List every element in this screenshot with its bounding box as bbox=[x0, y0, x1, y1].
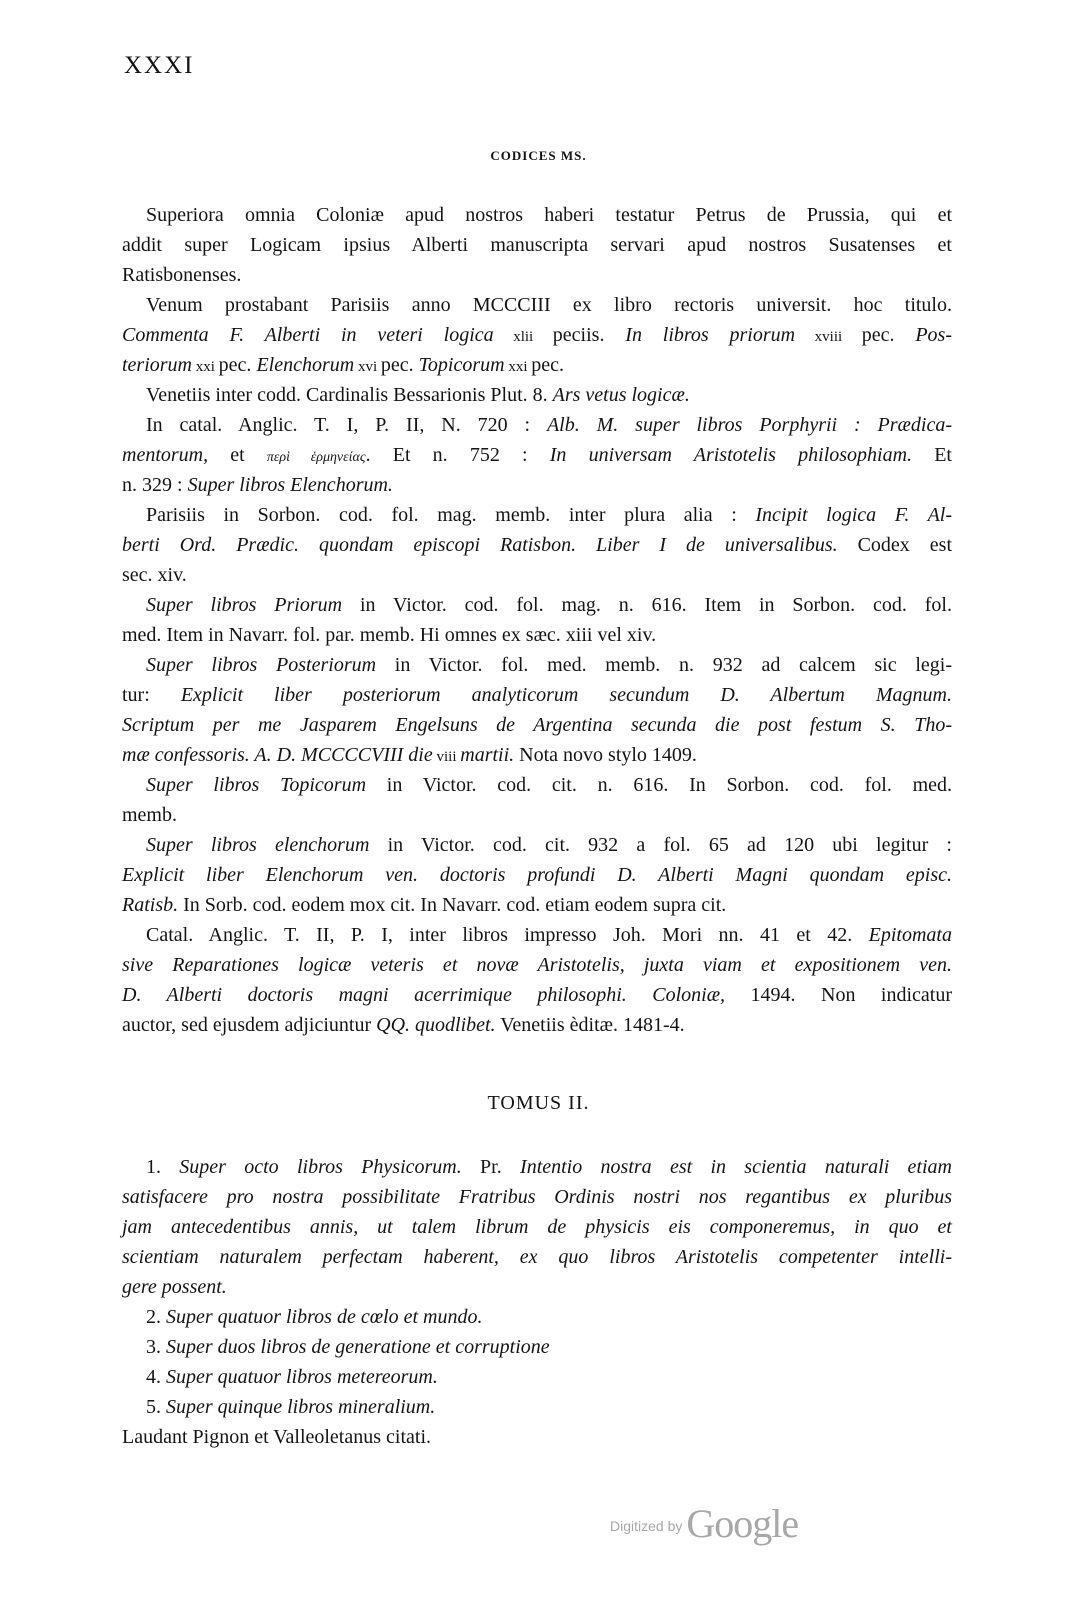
text-line: Super libros elenchorum in Victor. cod. cit. 932 a fol. 65 ad 120 ubi legitur : bbox=[146, 834, 952, 856]
text-line: Ratisb. In Sorb. cod. eodem mox cit. In Navarr. cod. etiam eodem supra cit. bbox=[122, 894, 727, 916]
text-line: jam antecedentibus annis, ut talem librum de physicis eis componeremus, in quo et bbox=[122, 1216, 952, 1238]
text-line: mentorum, et περὶ ἑρμηνείας. Et n. 752 : In universam Aristotelis philosophiam. Et bbox=[122, 444, 952, 466]
text-line: scientiam naturalem perfectam haberent, ex quo libros Aristotelis competenter intelli- bbox=[122, 1246, 952, 1268]
page-number: XXXI bbox=[124, 52, 195, 79]
text-line: tur: Explicit liber posteriorum analyticorum secundum D. Albertum Magnum. bbox=[122, 684, 952, 706]
text-line: Superiora omnia Coloniæ apud nostros haberi testatur Petrus de Prussia, qui et bbox=[146, 204, 952, 226]
text-line: memb. bbox=[122, 804, 177, 826]
text-line: med. Item in Navarr. fol. par. memb. Hi omnes ex sæc. xiii vel xiv. bbox=[122, 624, 657, 646]
text-line: gere possent. bbox=[122, 1276, 227, 1298]
text-line: Venetiis inter codd. Cardinalis Bessarionis Plut. 8. Ars vetus logicæ. bbox=[146, 384, 690, 406]
tomus-section bbox=[122, 1152, 952, 1452]
text-line: Laudant Pignon et Valleoletanus citati. bbox=[122, 1426, 432, 1448]
google-logo: Google bbox=[686, 1501, 799, 1546]
text-line: Super libros Topicorum in Victor. cod. cit. n. 616. In Sorbon. cod. fol. med. bbox=[146, 774, 952, 796]
text-line: auctor, sed ejusdem adjiciuntur QQ. quodlibet. Venetiis èditæ. 1481-4. bbox=[122, 1014, 685, 1036]
text-line: Commenta F. Alberti in veteri logica xlii peciis. In libros priorum xviii pec. Pos- bbox=[122, 324, 952, 346]
text-line: D. Alberti doctoris magni acerrimique philosophi. Coloniæ, 1494. Non indicatur bbox=[122, 984, 953, 1006]
digitized-label: Digitized by bbox=[610, 1518, 683, 1534]
section-heading: TOMUS II. bbox=[487, 1092, 590, 1114]
list-item: 5. Super quinque libros mineralium. bbox=[146, 1396, 436, 1418]
text-line: sive Reparationes logicæ veteris et novæ Aristotelis, juxta viam et expositionem ven. bbox=[122, 954, 952, 976]
text-line: Super libros Posteriorum in Victor. fol. med. memb. n. 932 ad calcem sic legi- bbox=[146, 654, 952, 676]
digitized-by-google-watermark bbox=[610, 1500, 798, 1547]
text-line: mæ confessoris. A. D. MCCCCVIII die viii martii. Nota novo stylo 1409. bbox=[122, 744, 697, 766]
text-line: Super libros Priorum in Victor. cod. fol. mag. n. 616. Item in Sorbon. cod. fol. bbox=[146, 594, 952, 616]
text-line: addit super Logicam ipsius Alberti manuscripta servari apud nostros Susatenses et bbox=[122, 234, 952, 256]
text-line: berti Ord. Prædic. quondam episcopi Ratisbon. Liber I de universalibus. Codex est bbox=[122, 534, 952, 556]
text-line: Explicit liber Elenchorum ven. doctoris profundi D. Alberti Magni quondam episc. bbox=[122, 864, 952, 886]
text-line: teriorum xxi pec. Elenchorum xvi pec. Topicorum xxi pec. bbox=[122, 354, 565, 376]
text-line: satisfacere pro nostra possibilitate Fratribus Ordinis nostri nos regantibus ex pluribus bbox=[122, 1186, 952, 1208]
list-item: 1. Super octo libros Physicorum. Pr. Intentio nostra est in scientia naturali etiam bbox=[146, 1156, 952, 1178]
running-title: CODICES MS. bbox=[490, 148, 587, 163]
list-item: 4. Super quatuor libros metereorum. bbox=[146, 1366, 438, 1388]
text-line: Catal. Anglic. T. II, P. I, inter libros impresso Joh. Mori nn. 41 et 42. Epitomata bbox=[146, 924, 952, 946]
text-line: Scriptum per me Jasparem Engelsuns de Argentina secunda die post festum S. Tho- bbox=[122, 714, 952, 736]
text-line: sec. xiv. bbox=[122, 564, 187, 586]
text-line: In catal. Anglic. T. I, P. II, N. 720 : Alb. M. super libros Porphyrii : Prædica- bbox=[146, 414, 952, 436]
text-line: Venum prostabant Parisiis anno MCCCIII ex libro rectoris universit. hoc titulo. bbox=[146, 294, 952, 316]
text-line: Ratisbonenses. bbox=[122, 264, 242, 286]
codices-section bbox=[122, 200, 952, 1040]
list-item: 2. Super quatuor libros de cœlo et mundo. bbox=[146, 1306, 483, 1328]
list-item: 3. Super duos libros de generatione et corruptione bbox=[146, 1336, 550, 1358]
text-line: n. 329 : Super libros Elenchorum. bbox=[122, 474, 393, 496]
text-line: Parisiis in Sorbon. cod. fol. mag. memb. inter plura alia : Incipit logica F. Al- bbox=[146, 504, 952, 526]
